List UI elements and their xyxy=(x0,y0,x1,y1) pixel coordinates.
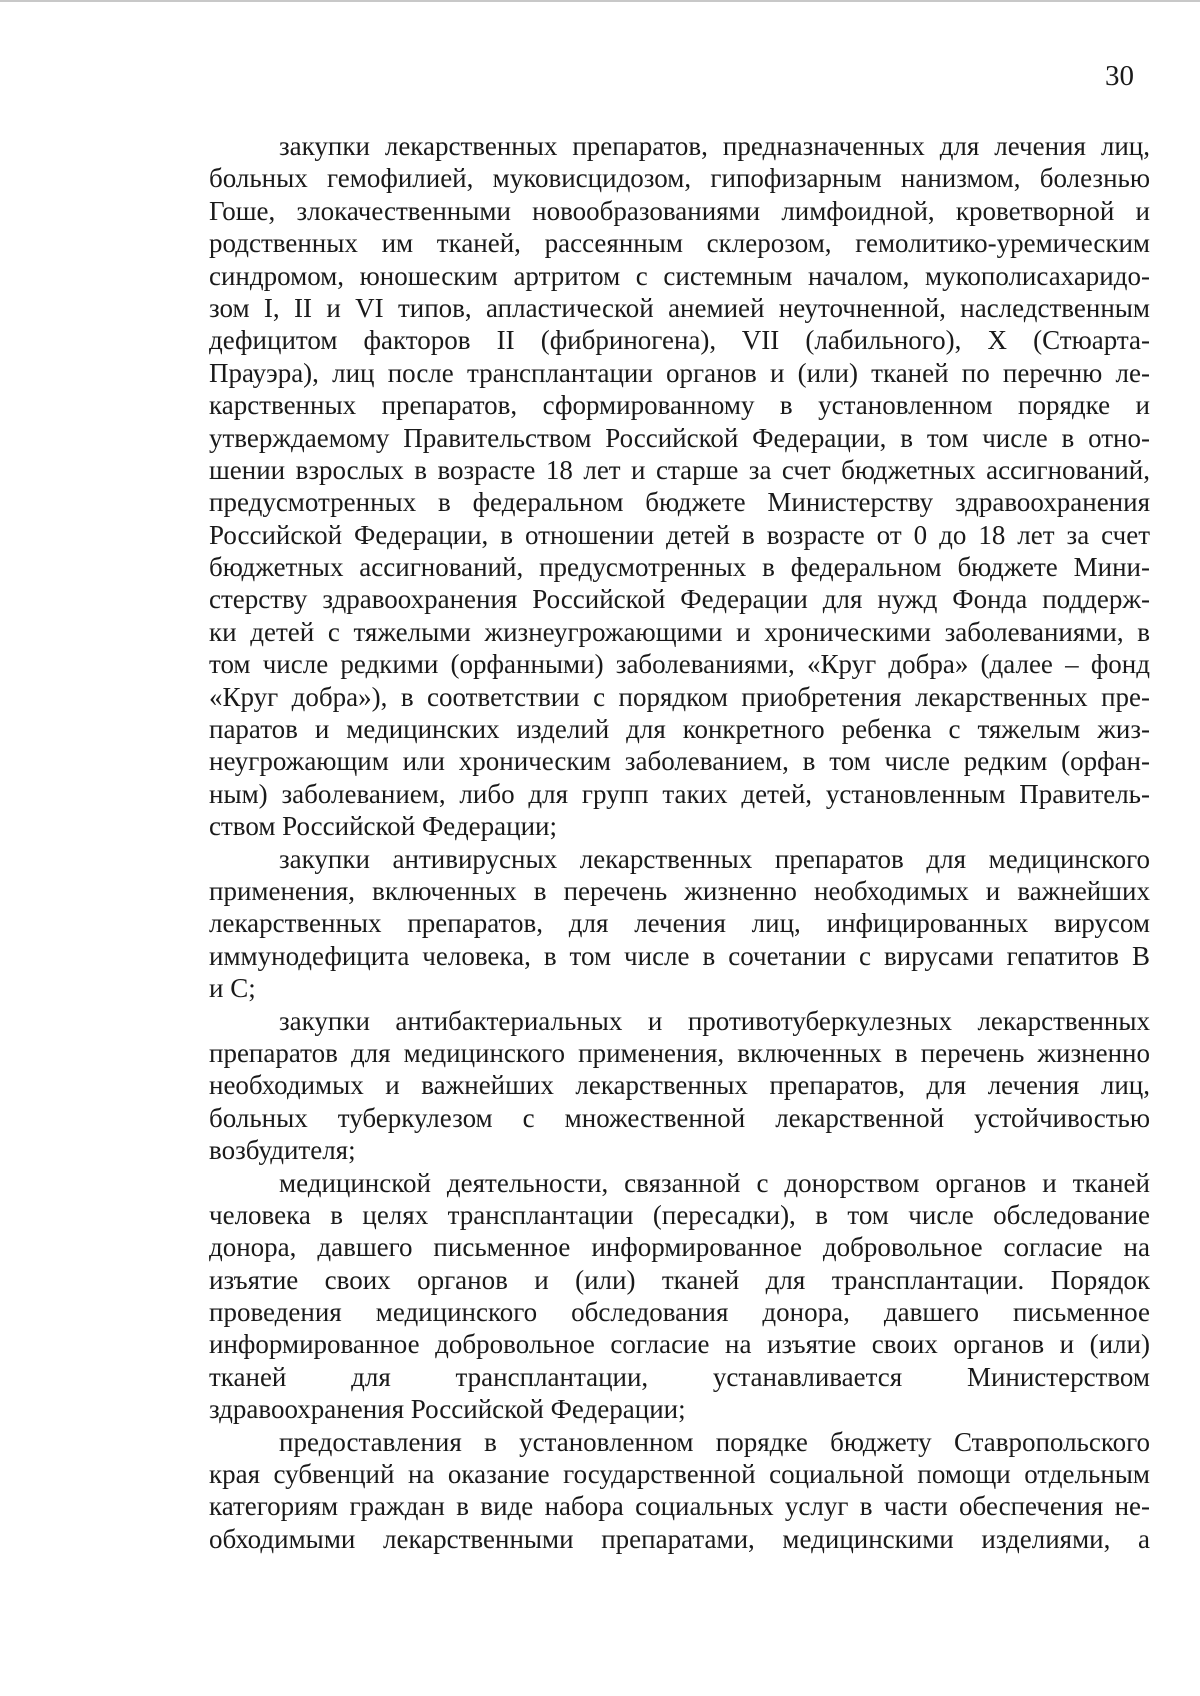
text-line: зом I, II и VI типов, апластической анемией неуточненной, наследственным xyxy=(209,292,1150,323)
text-line: лекарственных препаратов, для лечения лиц, инфицированных вирусом xyxy=(209,908,1150,939)
text-line: Российской Федерации, в отношении детей в возрасте от 0 до 18 лет за счет xyxy=(209,519,1150,550)
text-line: закупки антивирусных лекарственных препаратов для медицинского xyxy=(279,843,1150,874)
text-line: категориям граждан в виде набора социальных услуг в части обеспечения не- xyxy=(209,1491,1150,1522)
text-line: иммунодефицита человека, в том числе в сочетании с вирусами гепатитов B xyxy=(209,940,1150,971)
text-line: и C; xyxy=(209,973,256,1004)
text-line: закупки лекарственных препаратов, предназначенных для лечения лиц, xyxy=(279,131,1150,161)
text-line: неугрожающим или хроническим заболеванием, в том числе редким (орфан- xyxy=(209,746,1150,777)
text-line: возбудителя; xyxy=(209,1135,356,1166)
paragraph xyxy=(209,130,1150,843)
text-line: родственных им тканей, рассеянным склерозом, гемолитико-уремическим xyxy=(209,228,1150,259)
text-line: препаратов для медицинского применения, включенных в перечень жизненно xyxy=(209,1037,1150,1068)
document-body xyxy=(209,130,1150,1555)
text-line: изъятие своих органов и (или) тканей для трансплантации. Порядок xyxy=(209,1264,1150,1295)
top-edge-rule xyxy=(0,0,1200,2)
text-line: карственных препаратов, сформированному в установленном порядке и xyxy=(209,390,1150,421)
text-line: края субвенций на оказание государственной социальной помощи отдельным xyxy=(209,1459,1150,1490)
text-line: необходимых и важнейших лекарственных препаратов, для лечения лиц, xyxy=(209,1070,1150,1101)
text-line: человека в целях трансплантации (пересадки), в том числе обследование xyxy=(209,1199,1150,1230)
text-line: медицинской деятельности, связанной с донорством органов и тканей xyxy=(279,1167,1150,1198)
text-line: бюджетных ассигнований, предусмотренных в федеральном бюджете Мини- xyxy=(209,552,1150,583)
text-line: больных гемофилией, муковисцидозом, гипофизарным нанизмом, болезнью xyxy=(209,163,1150,194)
text-line: применения, включенных в перечень жизненно необходимых и важнейших xyxy=(209,875,1150,906)
text-line: ством Российской Федерации; xyxy=(209,811,557,842)
text-line: тканей для трансплантации, устанавливается Министерством xyxy=(209,1361,1150,1392)
text-line: паратов и медицинских изделий для конкретного ребенка с тяжелым жиз- xyxy=(209,714,1150,745)
text-line: здравоохранения Российской Федерации; xyxy=(209,1394,686,1425)
text-line: обходимыми лекарственными препаратами, медицинскими изделиями, а xyxy=(209,1523,1150,1554)
paragraph xyxy=(209,1167,1150,1426)
text-line: предоставления в установленном порядке бюджету Ставропольского xyxy=(279,1426,1150,1457)
text-line: ки детей с тяжелыми жизнеугрожающими и хроническими заболеваниями, в xyxy=(209,616,1150,647)
text-line: стерству здравоохранения Российской Федерации для нужд Фонда поддерж- xyxy=(209,584,1150,615)
paragraph xyxy=(209,843,1150,1005)
text-line: проведения медицинского обследования донора, давшего письменное xyxy=(209,1297,1150,1328)
text-line: информированное добровольное согласие на изъятие своих органов и (или) xyxy=(209,1329,1150,1360)
text-line: ным) заболеванием, либо для групп таких детей, установленным Правитель- xyxy=(209,778,1150,809)
text-line: Прауэра), лиц после трансплантации органов и (или) тканей по перечню ле- xyxy=(209,357,1150,388)
text-line: том числе редкими (орфанными) заболеваниями, «Круг добра» (далее – фонд xyxy=(209,649,1150,680)
text-line: утверждаемому Правительством Российской Федерации, в том числе в отно- xyxy=(209,422,1150,453)
text-line: больных туберкулезом с множественной лекарственной устойчивостью xyxy=(209,1102,1150,1133)
text-line: синдромом, юношеским артритом с системным началом, мукополисахаридо- xyxy=(209,260,1150,291)
text-line: предусмотренных в федеральном бюджете Министерству здравоохранения xyxy=(209,487,1150,518)
text-line: дефицитом факторов II (фибриногена), VII (лабильного), X (Стюарта- xyxy=(209,325,1150,356)
text-line: шении взрослых в возрасте 18 лет и старше за счет бюджетных ассигнований, xyxy=(209,454,1150,485)
text-line: Гоше, злокачественными новообразованиями лимфоидной, кроветворной и xyxy=(209,195,1150,226)
page-number: 30 xyxy=(1105,60,1134,92)
text-line: донора, давшего письменное информированное добровольное согласие на xyxy=(209,1232,1150,1263)
text-line: закупки антибактериальных и противотуберкулезных лекарственных xyxy=(279,1005,1150,1036)
text-line: «Круг добра»), в соответствии с порядком приобретения лекарственных пре- xyxy=(209,681,1150,712)
paragraph xyxy=(209,1005,1150,1167)
paragraph xyxy=(209,1426,1150,1556)
